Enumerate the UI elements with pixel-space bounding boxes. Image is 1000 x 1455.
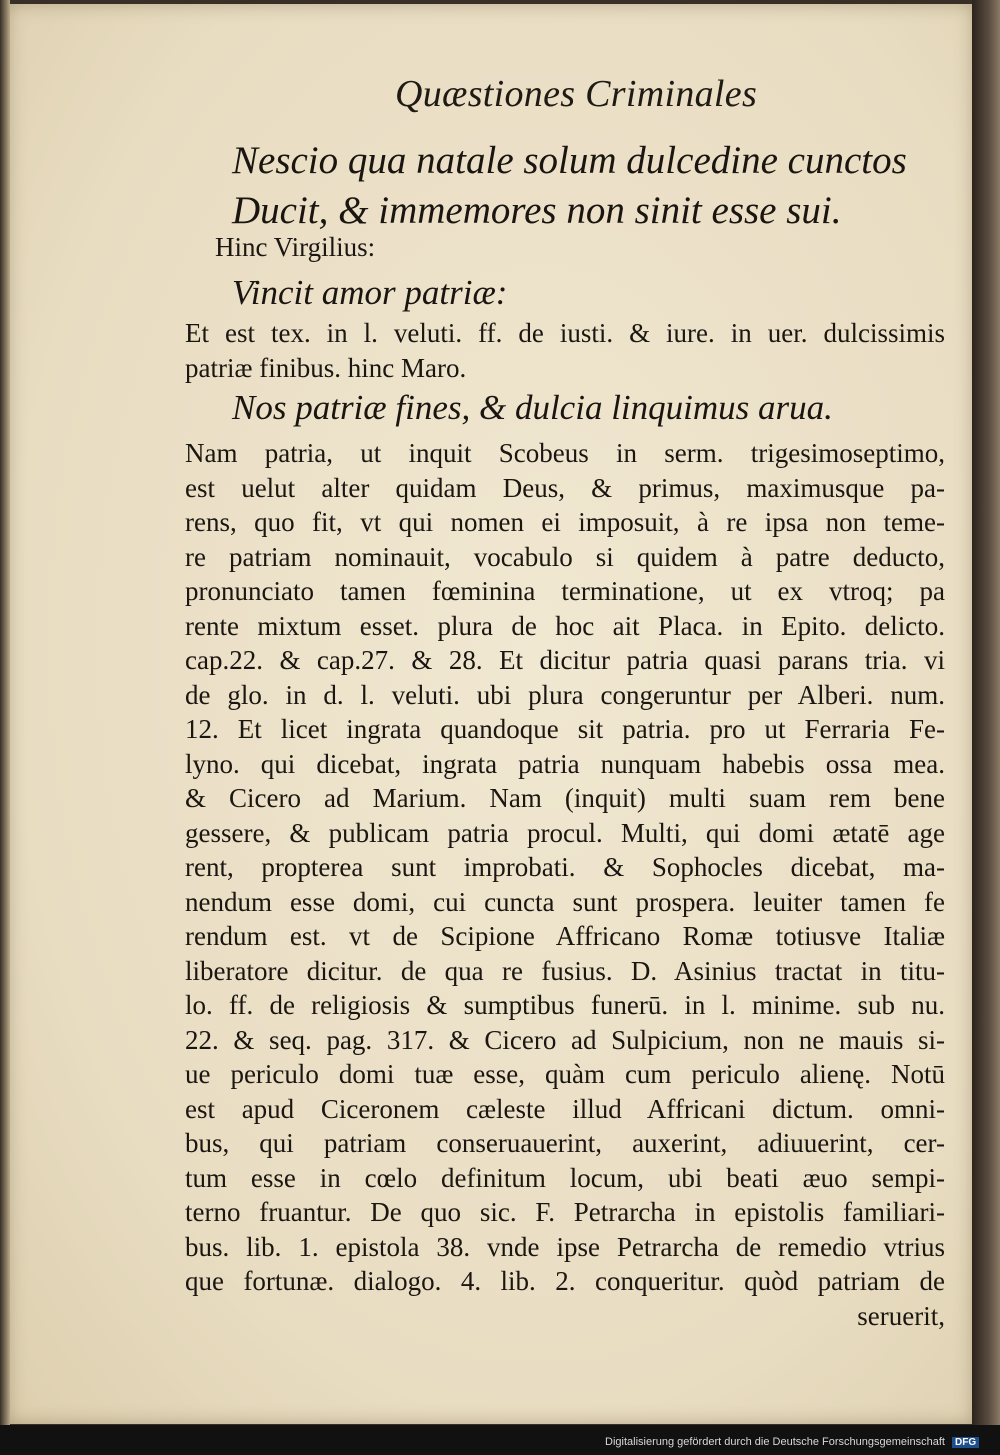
text-line: patriæ finibus. hinc Maro. [185,352,467,383]
catchword: seruerit, [857,1300,945,1331]
text-line: que fortunæ. dialogo. 4. lib. 2. conqueritur. quòd patriam de [185,1266,945,1296]
text-line: lo. ff. de religiosis & sumptibus funerū. in l. minime. sub nu. [185,990,945,1020]
text-line: re patriam nominauit, vocabulo si quidem à patre deducto, [185,541,945,572]
text-line: 22. & seq. pag. 317. & Cicero ad Sulpicium, non ne mauis si- [185,1024,945,1055]
text-line: tum esse in cœlo definitum locum, ubi beati æuo sempi- [185,1162,945,1193]
text-line: est apud Ciceronem cæleste illud Affricani dictum. omni- [185,1093,945,1124]
text-line: terno fruantur. De quo sic. F. Petrarcha in epistolis familiari- [185,1197,945,1227]
digitization-credit [605,1436,979,1448]
text-line: pronunciato tamen fœminina terminatione, ut ex vtroq; pa [185,576,945,606]
text-line: Et est tex. in l. veluti. ff. de iusti. & iure. in uer. dulcissimis [185,318,945,348]
running-title: Quæstiones Criminales [395,73,758,115]
text-line: rent, propterea sunt improbati. & Sophocles dicebat, ma- [185,852,945,882]
page-right-edge [972,0,1000,1425]
dfg-logo: DFG [952,1437,979,1448]
text-line: bus, qui patriam conseruauerint, auxerint, adiuuerint, cer- [185,1128,945,1158]
text-line: rens, quo fit, vt qui nomen ei imposuit, à re ipsa non teme- [185,507,945,537]
page-left-edge [0,0,10,1425]
verse-line-3: Vincit amor patriæ: [232,273,508,312]
text-line: nendum esse domi, cui cuncta sunt prospera. leuiter tamen fe [185,886,945,917]
text-line: bus. lib. 1. epistola 38. vnde ipse Petrarcha de remedio vtrius [185,1231,945,1262]
text-line: liberatore dicitur. de qua re fusius. D. Asinius tractat in titu- [185,955,945,986]
text-line: rendum est. vt de Scipione Affricano Romæ totiusve Italiæ [185,921,945,951]
text-line: de glo. in d. l. veluti. ubi plura congeruntur per Alberi. num. [185,679,945,710]
verse-line-4: Nos patriæ fines, & dulcia linquimus arua. [232,388,833,427]
credit-text: Digitalisierung gefördert durch die Deutsche Forschungsgemeinschaft [605,1436,945,1448]
text-line: Nam patria, ut inquit Scobeus in serm. trigesimoseptimo, [185,438,945,468]
text-line: rente mixtum esset. plura de hoc ait Placa. in Epito. delicto. [185,610,945,641]
text-line: 12. Et licet ingrata quandoque sit patria. pro ut Ferraria Fe- [185,714,945,744]
verse-line-2: Ducit, & immemores non sinit esse sui. [232,189,842,232]
text-line: est uelut alter quidam Deus, & primus, maximusque pa- [185,472,945,503]
text-line: lyno. qui dicebat, ingrata patria nunquam habebis ossa mea. [185,748,945,779]
text-line: ue periculo domi tuæ esse, quàm cum periculo alienę. Notū [185,1059,945,1089]
paragraph-1 [185,316,945,385]
text-line: gessere, & publicam patria procul. Multi, qui domi ætatē age [185,817,945,848]
paragraph-2 [185,436,945,1333]
verse-line-1: Nescio qua natale solum dulcedine cunctos [232,139,907,182]
text-line: & Cicero ad Marium. Nam (inquit) multi suam rem bene [185,783,945,813]
verse-intro: Hinc Virgilius: [215,232,376,262]
text-line: cap.22. & cap.27. & 28. Et dicitur patria quasi parans tria. vi [185,645,945,675]
